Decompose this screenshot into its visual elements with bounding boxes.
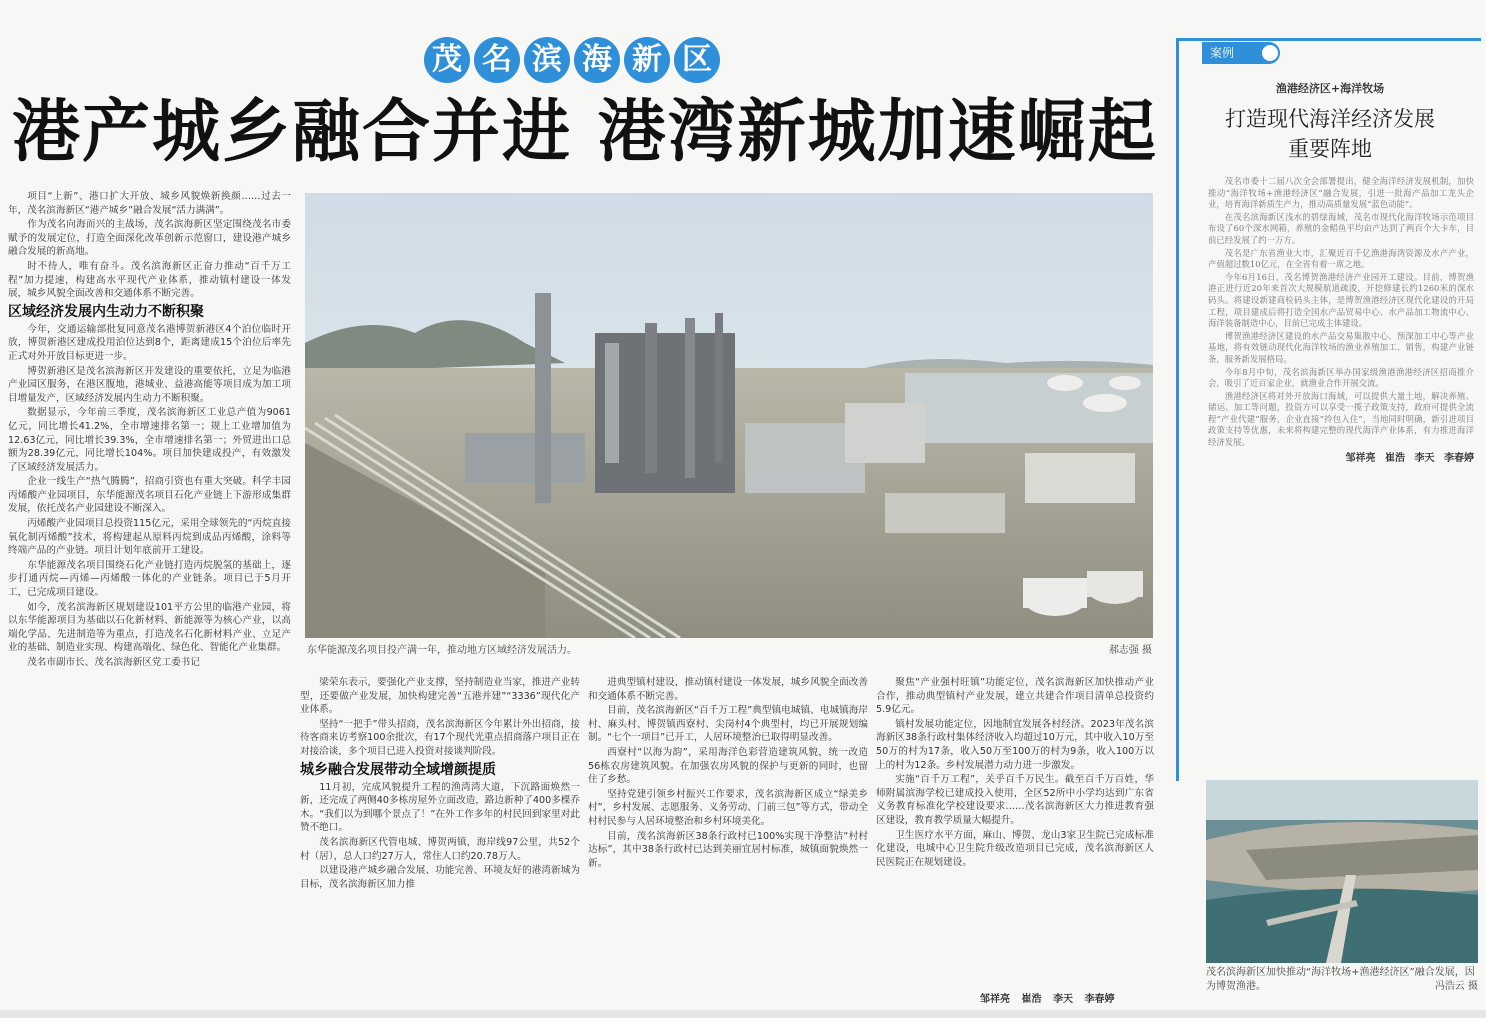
article-column-3 bbox=[588, 676, 868, 996]
paragraph: 茂名是广东省渔业大市，汇聚近百千亿渔港海湾资源及水产产业，产值超过数10亿元，在全省有着一席之地。 bbox=[1208, 247, 1474, 270]
section-subhead: 城乡融合发展带动全域增颜提质 bbox=[300, 761, 496, 778]
paragraph: 西寮村“以海为韵”，采用海洋色彩营造建筑风貌，统一改造56栋农房建筑风貌。在加强农房风貌的保护与更新的同时，也留住了乡愁。 bbox=[588, 746, 868, 786]
paragraph: 时不待人，唯有奋斗。茂名滨海新区正奋力推动“百千万工程”加力提速，构建高水平现代产业体系，推动镇村建设一体发展，城乡风貌全面改善和交通体系不断完善。 bbox=[8, 260, 291, 300]
sidebar-title-line: 打造现代海洋经济发展 bbox=[1225, 107, 1435, 131]
tag-dot-icon bbox=[1262, 45, 1278, 61]
paragraph: 11月初，完成风貌提升工程的渔湾湾大道，下沉路面焕然一新，还完成了两侧40多栋房屋外立面改造，路边新种了400多棵乔木。“我们以为到哪个景点了！”在外工作多年的村民回到家里对此赞不绝口。 bbox=[300, 781, 580, 834]
paragraph: 卫生医疗水平方面，麻山、博贺、龙山3家卫生院已完成标准化建设，电城中心卫生院升级改造项目已完成，茂名滨海新区人民医院正在规划建设。 bbox=[876, 829, 1154, 868]
paragraph: 实施“百千万工程”，关乎百千万民生。截至百千万百姓，华师附属滨海学校已建成投入使用，全区52所中小学均达到广东省义务教育标准化学校建设要求……茂名滨海新区大力推进教育强区建设，教育教学质量大幅提升。 bbox=[876, 774, 1154, 826]
sidebar-title-line: 重要阵地 bbox=[1288, 137, 1372, 161]
sidebar-title bbox=[1182, 104, 1478, 164]
kicker-char: 新 bbox=[624, 37, 670, 83]
article-bylines: 邹祥亮 崔浩 李天 李春婷 bbox=[980, 994, 1115, 1005]
kicker-char: 海 bbox=[574, 37, 620, 83]
article-column-2 bbox=[300, 676, 580, 1006]
paragraph: 聚焦“产业强村旺镇”功能定位，茂名滨海新区加快推动产业合作，推动典型镇村产业发展，建立共建合作项目清单总投资约5.9亿元。 bbox=[876, 677, 1154, 716]
section-kicker bbox=[424, 37, 720, 87]
sidebar-kicker: 渔港经济区+海洋牧场 bbox=[1275, 82, 1385, 95]
paragraph: 茂名市副市长、茂名滨海新区党工委书记 bbox=[27, 657, 200, 668]
caption-text: 东华能源茂名项目投产满一年，推动地方区域经济发展活力。 bbox=[307, 645, 577, 656]
page-bottom-border bbox=[0, 1010, 1486, 1018]
photo-credit: 冯浩云 摄 bbox=[1434, 981, 1478, 992]
paragraph: 茂名市委十二届八次全会部署提出，健全海洋经济发展机制，加快推动“海洋牧场+渔港经济区”融合发展，引进一批海产品加工龙头企业，培育海洋新质生产力，推动高质量发展“蓝色动能”。 bbox=[1208, 176, 1474, 210]
paragraph: 目前，茂名滨海新区“百千万工程”典型镇电城镇、电城镇海岸村、麻头村、博贺镇西寮村、尖岗村4个典型村，均已开展规划编制。“七个一项目”已开工，人居环境整治已取得明显改善。 bbox=[588, 705, 868, 744]
paragraph: 坚持党建引领乡村振兴工作要求，茂名滨海新区成立“绿美乡村”，乡村发展、志愿服务、义务劳动、门前三包”等方式，带动全村村民参与人居环境整治和乡村环境美化。 bbox=[588, 788, 868, 827]
paragraph: 项目“上新”、港口扩大开放、城乡风貌焕新换颜……过去一年，茂名滨海新区“港产城乡”融合发展“活力满满”。 bbox=[8, 191, 291, 216]
article-column-1 bbox=[8, 190, 291, 1005]
refinery-aerial-photo bbox=[305, 193, 1153, 638]
paragraph: 渔港经济区将对外开放海口海域，可以提供大量土地，解决养殖、储运、加工等问题，投资方可以享受一揽子政策支持，政府可提供全流程“产业代建”服务，企业直接“拎包入住”，当地同时明确，新引进项目政策支持等优惠，未来将构建完整的现代海洋产业体系，有力推进海洋经济发展。 bbox=[1208, 390, 1474, 448]
paragraph: 以建设港产城乡融合发展、功能完善、环境友好的港湾新城为目标，茂名滨海新区加力推 bbox=[300, 865, 580, 890]
paragraph: 今年6月16日，茂名博贺渔港经济产业园开工建设。目前，博贺渔港正进行近20年来首次大规模航道疏浚，开挖修建长约1260米的深水码头。将建设新建商检码头主体，是博贺渔港经济区现代化建设的开局工程，项目建成后将打造全国水产品贸易中心、水产品加工物流中心、海洋装备制造中心，目前已完成主体建设。 bbox=[1208, 271, 1474, 329]
paragraph: 目前，茂名滨海新区38条行政村已100%实现干净整洁“村村达标”，其中38条行政村已达到美丽宜居村标准，城镇面貌焕然一新。 bbox=[588, 830, 868, 869]
sidebar-body bbox=[1208, 176, 1474, 464]
case-tag: 案例 bbox=[1202, 42, 1280, 64]
paragraph: 茂名滨海新区代管电城、博贺两镇，海岸线97公里，共52个村（居），总人口约27万人，常住人口约20.78万人。 bbox=[300, 836, 580, 862]
paragraph: 进典型镇村建设，推动镇村建设一体发展，城乡风貌全面改善和交通体系不断完善。 bbox=[588, 677, 868, 702]
sidebar-bylines: 邹祥亮 崔浩 李天 李春婷 bbox=[1345, 452, 1474, 464]
section-subhead: 区域经济发展内生动力不断积聚 bbox=[8, 303, 204, 320]
paragraph: 丙烯酸产业园项目总投资115亿元，采用全球领先的“丙烷直接氧化制丙烯酸”技术，将构建起从原料丙烷到成品丙烯酸，涂料等终端产品的产业链。项目计划年底前开工建设。 bbox=[8, 518, 291, 557]
paragraph: 如今，茂名滨海新区规划建设101平方公里的临港产业园，将以东华能源项目为基础以石化新材料、新能源等为核心产业，以高端化学品、先进制造等为重点，打造茂名石化新材料产业、立足产业的基础、制造业实现、构建高端化、绿色化、智能化产业集群。 bbox=[8, 601, 291, 654]
paragraph: 镇村发展功能定位，因地制宜发展各村经济。2023年茂名滨海新区38条行政村集体经济收入均超过10万元，其中收入10万至50万的村为17条，收入50万至100万的村为9条，收入100万以上的村为12条。乡村发展潜力动力进一步激发。 bbox=[876, 718, 1154, 771]
photo-caption bbox=[307, 641, 1152, 656]
kicker-char: 茂 bbox=[424, 37, 470, 83]
paragraph: 今年，交通运输部批复同意茂名港博贺新港区4个泊位临时开放，博贺新港区建成投用泊位达到8个，距离建成15个泊位后率先正式对外开放目标更进一步。 bbox=[8, 323, 291, 362]
kicker-char: 区 bbox=[674, 37, 720, 83]
kicker-char: 名 bbox=[474, 37, 520, 83]
main-headline: 港产城乡融合并进 港湾新城加速崛起 bbox=[12, 92, 1158, 172]
harbor-aerial-photo bbox=[1206, 780, 1478, 963]
paragraph: 今年8月中旬，茂名滨海新区举办国家级渔港渔港经济区招商推介会，吸引了近百家企业，就渔业合作开展交流。 bbox=[1208, 366, 1474, 389]
photo-credit: 郝志强 摄 bbox=[1108, 645, 1152, 656]
paragraph: 坚持“一把手”带头招商，茂名滨海新区今年累计外出招商，接待客商来访考察100余批次，有17个现代光重点招商落户项目正在对接洽谈，多个项目已进入投资对接谈判阶段。 bbox=[300, 718, 580, 757]
paragraph: 企业一线生产“热气腾腾”，招商引资也有重大突破。科学丰园丙烯酸产业园项目，东华能源茂名项目石化产业链上下游形成集群发展，依托茂名产业园建设不断深入。 bbox=[8, 476, 291, 515]
paragraph: 在茂名滨海新区浅水的碧绿海域，茂名市现代化海洋牧场示范项目布设了60个深水网箱，养殖的金鲳鱼平均亩产达到了两百个大卡车，目前已经发展了约一万方。 bbox=[1208, 211, 1474, 245]
paragraph: 博贺渔港经济区建设的水产品交易集散中心、预深加工中心等产业基地，将有效链动现代化海洋牧场的渔业养殖加工、销售，构建产业链条，服务新发展格局。 bbox=[1208, 330, 1474, 364]
kicker-char: 滨 bbox=[524, 37, 570, 83]
paragraph: 东华能源茂名项目围绕石化产业链打造丙烷脱氢的基础上，逐步打通丙烷—丙烯—丙烯酸一体化的产业链条。项目已于5月开工，已完成项目建设。 bbox=[8, 559, 291, 599]
caption-text: 茂名滨海新区加快推动“海洋牧场+渔港经济区”融合发展，因为博贺渔港。 bbox=[1206, 967, 1475, 992]
article-column-4 bbox=[876, 676, 1154, 986]
paragraph: 梁荣东表示，要强化产业支撑，坚持制造业当家，推进产业转型，还要做产业发展，加快构建完善“五港并建”“3336”现代化产业体系。 bbox=[300, 677, 580, 716]
paragraph: 数据显示，今年前三季度，茂名滨海新区工业总产值为9061亿元，同比增长41.2%，全市增速排名第一；规上工业增加值为12.63亿元，同比增长39.3%，全市增速排名第一；外贸进出口总额为28.39亿元，同比增长104%。项目加快建成投产，有效激发了区域经济发展活力。 bbox=[8, 407, 291, 473]
paragraph: 博贺新港区是茂名滨海新区开发建设的重要依托，立足为临港产业园区服务，在港区腹地，港城业、益港高能等项目成为加工项目增量发产，区域经济发展内生动力不断积聚。 bbox=[8, 365, 291, 404]
sidebar-photo-caption bbox=[1206, 966, 1478, 994]
paragraph: 作为茂名向海而兴的主战场，茂名滨海新区坚定围绕茂名市委赋予的发展定位，打造全面深化改革创新示范窗口，建设港产城乡融合发展的新高地。 bbox=[8, 219, 291, 258]
